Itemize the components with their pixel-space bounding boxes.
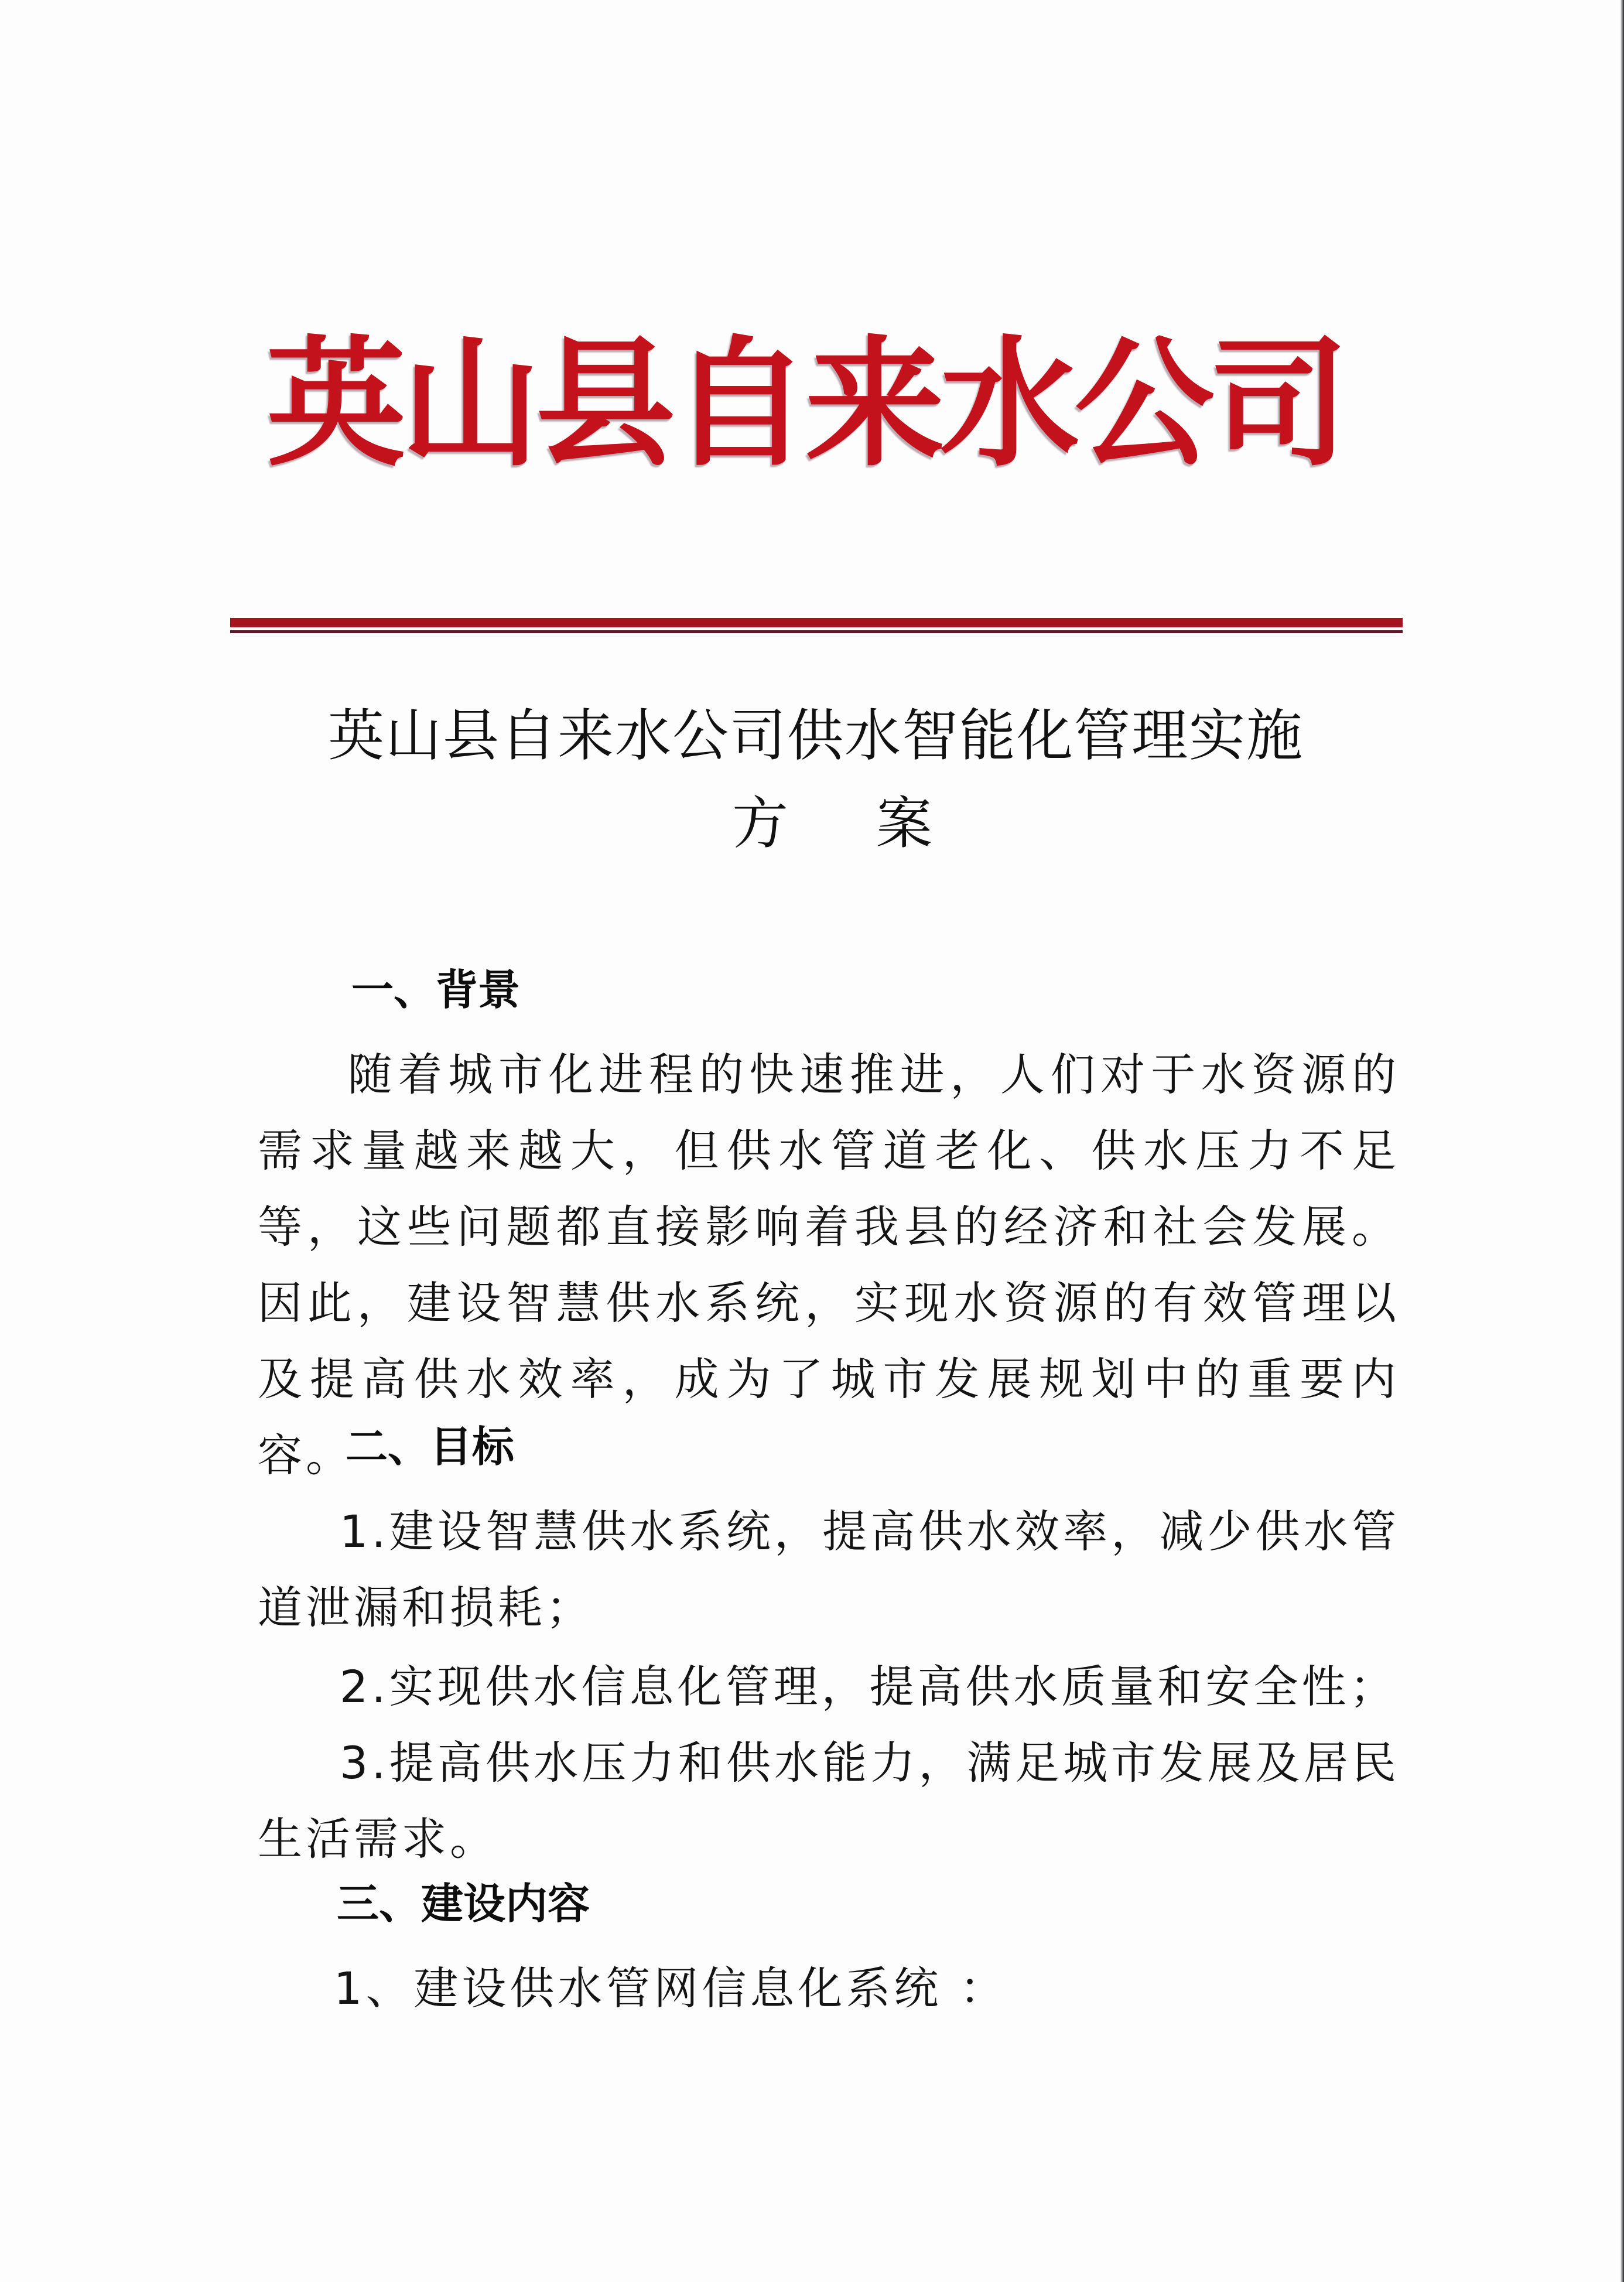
document-title-line-2: 方案	[732, 791, 1020, 856]
goal-item-text: 1.建设智慧供水系统，提高供水效率，减少供水管道泄漏和损耗；	[258, 1505, 1400, 1634]
goal-item-3	[258, 1725, 1400, 1877]
letterhead-red-rule-thin	[230, 630, 1403, 633]
section-heading-background: 一、背景	[351, 965, 521, 1014]
section-heading-goals: 二、目标	[346, 1422, 515, 1471]
letterhead-org-name: 英山县自来水公司	[266, 322, 1344, 486]
construction-item-1	[258, 1950, 1400, 2027]
page-edge	[1620, 0, 1624, 2282]
goal-item-1	[258, 1494, 1400, 1646]
section-heading-construction: 三、建设内容	[337, 1879, 590, 1928]
letterhead-red-rule	[230, 618, 1403, 627]
goal-item-2	[258, 1649, 1400, 1725]
paragraph-text: 随着城市化进程的快速推进，人们对于水资源的需求量越来越大，但供水管道老化、供水压力不足等，这些问题都直接影响着我县的经济和社会发展。因此，建设智慧供水系统，实现水资源的有效管理以及提高供水效率，成为了城市发展规划中的重要内容。	[258, 1048, 1400, 1481]
goal-item-text: 2.实现供水信息化管理，提高供水质量和安全性；	[340, 1661, 1398, 1713]
construction-item-text: 1、建设供水管网信息化系统 ：	[334, 1962, 1008, 2014]
document-title-line-1: 英山县自来水公司供水智能化管理实施	[328, 703, 1304, 768]
goal-item-text: 3.提高供水压力和供水能力，满足城市发展及居民生活需求。	[258, 1737, 1400, 1865]
